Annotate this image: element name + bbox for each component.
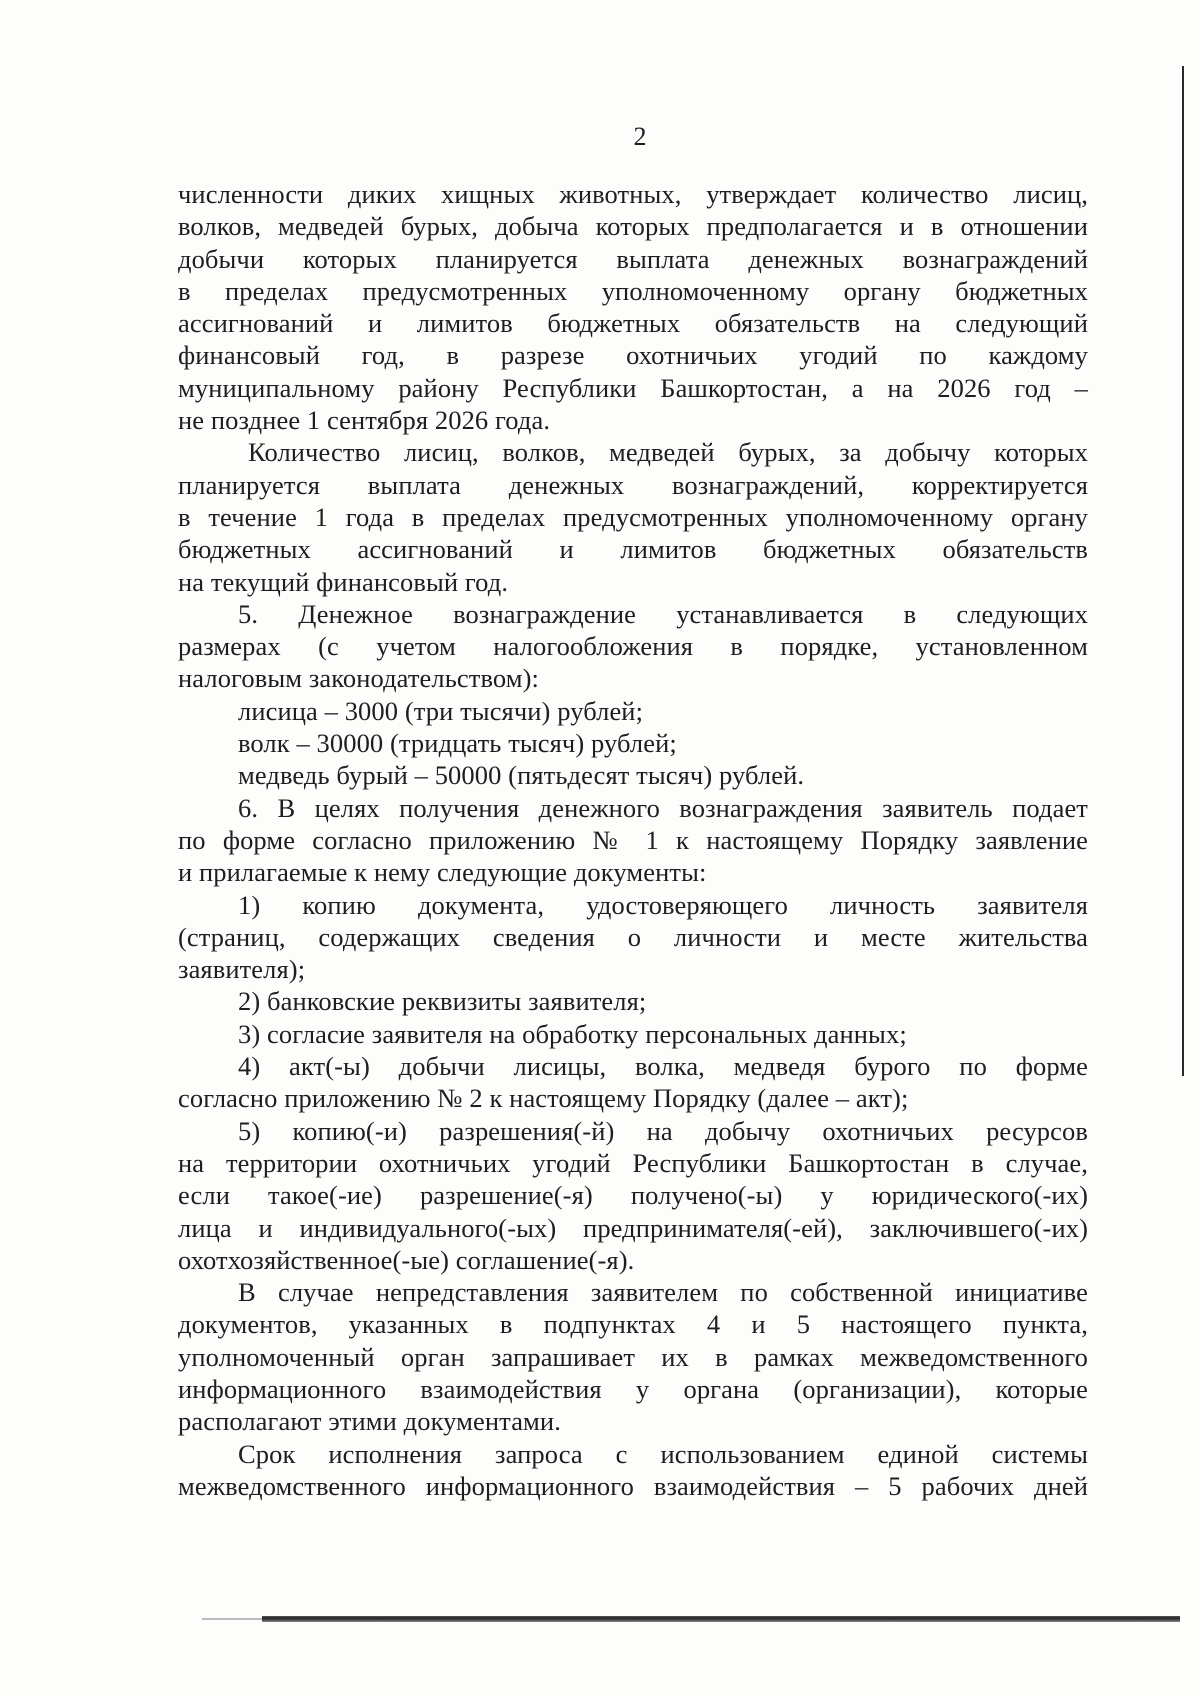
scan-edge-right: [1182, 66, 1184, 1076]
text-line: планируется выплата денежных вознаграждений, корректируется: [178, 469, 1088, 500]
text-line: численности диких хищных животных, утверждает количество лисиц,: [178, 179, 1088, 209]
text-line: муниципальному району Республики Башкортостан, а на 2026 год –: [178, 372, 1088, 403]
text-line: 3) согласие заявителя на обработку персональных данных;: [238, 1018, 907, 1049]
text-line: В случае непредставления заявителем по собственной инициативе: [238, 1277, 1088, 1308]
text-line: волк – 30000 (тридцать тысяч) рублей;: [238, 728, 677, 759]
text-line: 5) копию(-и) разрешения(-й) на добычу охотничьих ресурсов: [238, 1115, 1088, 1146]
text-line: если такое(-ие) разрешение(-я) получено(-ы) у юридического(-их): [178, 1180, 1088, 1211]
text-line: в течение 1 года в пределах предусмотренных уполномоченному органу: [178, 501, 1088, 532]
text-line: 5. Денежное вознаграждение устанавливается в следующих: [238, 598, 1088, 629]
text-line: в пределах предусмотренных уполномоченному органу бюджетных: [178, 275, 1088, 306]
scan-edge-bottom: [262, 1616, 1180, 1622]
text-line: размерах (с учетом налогообложения в порядке, установленном: [178, 631, 1088, 662]
text-line: финансовый год, в разрезе охотничьих угодий по каждому: [178, 340, 1088, 371]
text-line: не позднее 1 сентября 2026 года.: [178, 405, 551, 436]
text-line: заявителя);: [178, 954, 306, 985]
text-line: 1) копию документа, удостоверяющего личность заявителя: [238, 889, 1088, 920]
text-line: ассигнований и лимитов бюджетных обязательств на следующий: [178, 308, 1088, 339]
text-line: медведь бурый – 50000 (пятьдесят тысяч) рублей.: [238, 760, 805, 791]
text-line: информационного взаимодействия у органа (организации), которые: [178, 1373, 1088, 1404]
text-line: на текущий финансовый год.: [178, 566, 509, 597]
text-line: охотхозяйственное(-ые) соглашение(-я).: [178, 1244, 635, 1275]
text-line: располагают этими документами.: [178, 1406, 561, 1437]
text-line: Срок исполнения запроса с использованием единой системы: [238, 1438, 1088, 1469]
text-line: лисица – 3000 (три тысячи) рублей;: [238, 695, 644, 726]
text-line: лица и индивидуального(-ых) предпринимателя(-ей), заключившего(-их): [178, 1212, 1088, 1243]
text-line: налоговым законодательством):: [178, 663, 539, 694]
text-line: волков, медведей бурых, добыча которых предполагается и в отношении: [178, 211, 1088, 242]
page-number: 2: [633, 122, 647, 151]
document-body: [178, 178, 1088, 1502]
text-line: добычи которых планируется выплата денежных вознаграждений: [178, 243, 1088, 274]
text-line: документов, указанных в подпунктах 4 и 5 настоящего пункта,: [178, 1309, 1088, 1340]
text-line: 4) акт(-ы) добычи лисицы, волка, медведя бурого по форме: [238, 1051, 1088, 1082]
text-line: и прилагаемые к нему следующие документы:: [178, 857, 707, 888]
text-line: 6. В целях получения денежного вознаграждения заявитель подает: [238, 792, 1088, 823]
text-line: (страниц, содержащих сведения о личности и месте жительства: [178, 921, 1088, 952]
text-line: на территории охотничьих угодий Республики Башкортостан в случае,: [178, 1147, 1088, 1178]
text-line: по форме согласно приложению № 1 к настоящему Порядку заявление: [178, 824, 1088, 855]
text-line: согласно приложению № 2 к настоящему Порядку (далее – акт);: [178, 1083, 909, 1114]
text-line: 2) банковские реквизиты заявителя;: [238, 986, 647, 1017]
text-line: уполномоченный орган запрашивает их в рамках межведомственного: [178, 1341, 1088, 1372]
text-line: бюджетных ассигнований и лимитов бюджетных обязательств: [178, 534, 1088, 565]
text-line: Количество лисиц, волков, медведей бурых, за добычу которых: [248, 437, 1088, 468]
text-line: межведомственного информационного взаимодействия – 5 рабочих дней: [178, 1470, 1088, 1501]
